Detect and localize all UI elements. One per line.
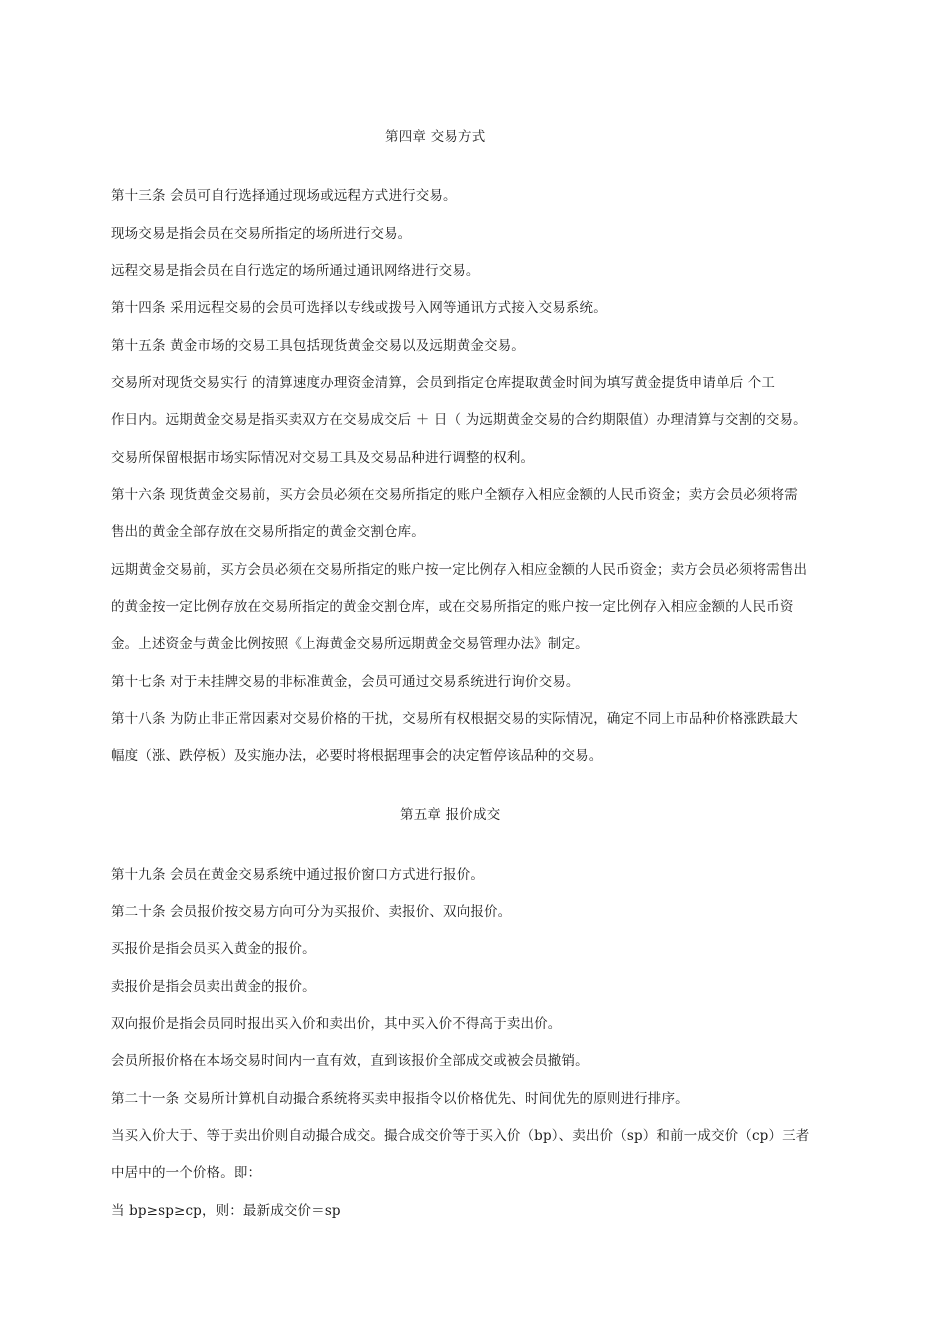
paragraph-line: 买报价是指会员买入黄金的报价。 [111,941,316,957]
paragraph-line: 现场交易是指会员在交易所指定的场所进行交易。 [111,226,412,242]
paragraph-line: 当 bp≥sp≥cp，则：最新成交价＝sp [111,1203,341,1219]
paragraph-line: 金。上述资金与黄金比例按照《上海黄金交易所远期黄金交易管理办法》制定。 [111,636,589,652]
paragraph-line: 远程交易是指会员在自行选定的场所通过通讯网络进行交易。 [111,263,480,279]
paragraph-line: 幅度（涨、跌停板）及实施办法，必要时将根据理事会的决定暂停该品种的交易。 [111,748,603,764]
paragraph-line: 第十九条 会员在黄金交易系统中通过报价窗口方式进行报价。 [111,867,484,883]
paragraph-line: 的黄金按一定比例存放在交易所指定的黄金交割仓库，或在交易所指定的账户按一定比例存入相应金额的人民币资 [111,599,794,615]
paragraph-line: 第二十条 会员报价按交易方向可分为买报价、卖报价、双向报价。 [111,904,512,920]
paragraph-line: 第二十一条 交易所计算机自动撮合系统将买卖申报指令以价格优先、时间优先的原则进行排序。 [111,1091,689,1107]
paragraph-line: 第十五条 黄金市场的交易工具包括现货黄金交易以及远期黄金交易。 [111,338,525,354]
paragraph-line: 作日内。远期黄金交易是指买卖双方在交易成交后 ＋ 日（ 为远期黄金交易的合约期限值）办理清算与交割的交易。 [111,412,807,428]
paragraph-line: 售出的黄金全部存放在交易所指定的黄金交割仓库。 [111,524,425,540]
paragraph-line: 卖报价是指会员卖出黄金的报价。 [111,979,316,995]
paragraph-line: 第十七条 对于未挂牌交易的非标准黄金，会员可通过交易系统进行询价交易。 [111,674,580,690]
paragraph-line: 当买入价大于、等于卖出价则自动撮合成交。撮合成交价等于买入价（bp）、卖出价（sp）和前一成交价（cp）三者 [111,1128,810,1144]
paragraph-line: 交易所保留根据市场实际情况对交易工具及交易品种进行调整的权利。 [111,450,535,466]
chapter-5-heading: 第五章 报价成交 [400,807,501,823]
chapter-4-heading: 第四章 交易方式 [385,129,486,145]
paragraph-line: 第十四条 采用远程交易的会员可选择以专线或拨号入网等通讯方式接入交易系统。 [111,300,607,316]
paragraph-line: 双向报价是指会员同时报出买入价和卖出价，其中买入价不得高于卖出价。 [111,1016,562,1032]
paragraph-line: 会员所报价格在本场交易时间内一直有效，直到该报价全部成交或被会员撤销。 [111,1053,589,1069]
paragraph-line: 远期黄金交易前，买方会员必须在交易所指定的账户按一定比例存入相应金额的人民币资金；卖方会员必须将需售出 [111,562,808,578]
paragraph-line: 第十六条 现货黄金交易前，买方会员必须在交易所指定的账户全额存入相应金额的人民币资金；卖方会员必须将需 [111,487,798,503]
paragraph-line: 第十八条 为防止非正常因素对交易价格的干扰，交易所有权根据交易的实际情况，确定不同上市品种价格涨跌最大 [111,711,798,727]
paragraph-line: 中居中的一个价格。即： [111,1165,262,1181]
paragraph-line: 第十三条 会员可自行选择通过现场或远程方式进行交易。 [111,188,457,204]
paragraph-line: 交易所对现货交易实行 的清算速度办理资金清算，会员到指定仓库提取黄金时间为填写黄金提货申请单后 个工 [111,375,776,391]
